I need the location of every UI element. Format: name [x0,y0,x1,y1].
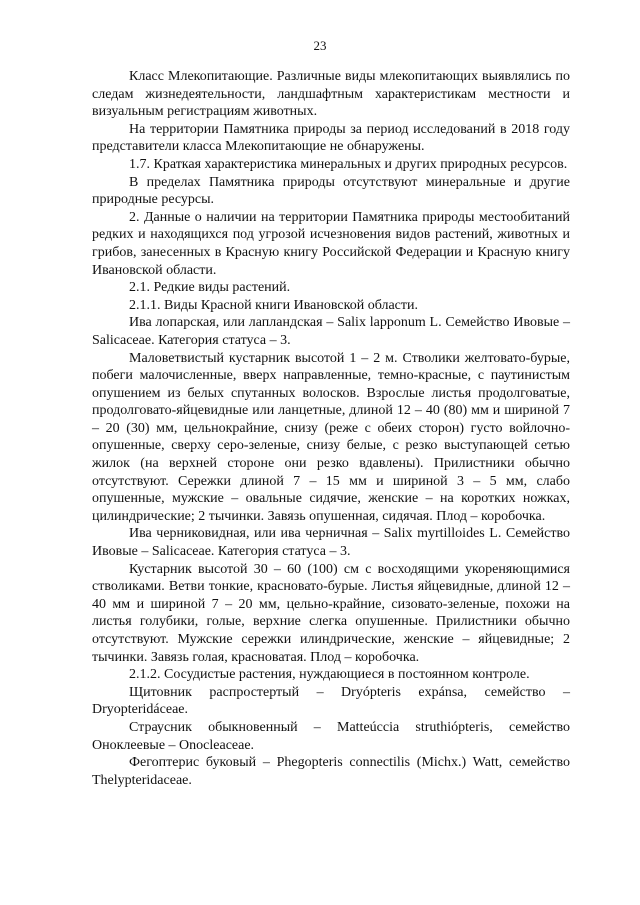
paragraph-mammals-not-found: На территории Памятника природы за период исследований в 2018 году представители класса Млекопитающие не обнаружены. [92,121,570,155]
species-dryopteris-expansa: Щитовник распростертый – Dryópteris expánsa, семейство – Dryopteridáceae. [92,684,570,718]
description-salix-lapponum: Маловетвистый кустарник высотой 1 – 2 м. Стволики желтовато-бурые, побеги малочисленные, вверх направленные, темно-красные, с паутинистым опушением из белых спутанных волосков. Взрослые листья продолговатые, продолговато-яйцевидные или ланцетные, длиной 12 – 40 (80) мм и шириной 7 – 20 (30) мм, цельнокрайние, снизу (реже с обеих сторон) густо войлочно-опушенные, сверху серо-зеленые, снизу белые, с резко выступающей сетью жилок (на верхней стороне они резко вдавлены). Прилистники обычно отсутствуют. Сережки длиной 7 – 15 мм и шириной 3 – 5 мм, слабо опушенные, мужские – овальные сидячие, женские – на коротких ножках, цилиндрические; 2 тычинки. Завязь опушенная, сидячая. Плод – коробочка. [92,350,570,524]
description-salix-myrtilloides: Кустарник высотой 30 – 60 (100) см с восходящими укореняющимися стволиками. Ветви тонкие, красновато-бурые. Листья яйцевидные, длиной 12 – 40 мм и шириной 7 – 20 мм, цельно-крайние, сизовато-зеленые, похожи на листья голубики, голые, верхние слегка опушенные. Прилистники обычно отсутствуют. Мужские сережки илиндрические, женские – яйцевидные; 2 тычинки. Завязь голая, красноватая. Плод – коробочка. [92,561,570,665]
section-heading-1-7: 1.7. Краткая характеристика минеральных и других природных ресурсов. [129,156,568,172]
section-heading-2-1-1: 2.1.1. Виды Красной книги Ивановской области. [129,297,418,313]
paragraph-resources: В пределах Памятника природы отсутствуют минеральные и другие природные ресурсы. [92,174,570,208]
species-matteuccia-struthiopteris: Страусник обыкновенный – Matteúccia struthiópteris, семейство Оноклеевые – Onocleaceae. [92,719,570,753]
paragraph-mammals-class: Класс Млекопитающие. Различные виды млекопитающих выявлялись по следам жизнедеятельности, ландшафтным характеристикам местности и визуальным регистрациям животных. [92,69,570,120]
section-heading-2-1: 2.1. Редкие виды растений. [129,280,291,296]
document-body [92,68,570,789]
section-heading-2: 2. Данные о наличии на территории Памятника природы местообитаний редких и находящихся под угрозой исчезновения видов растений, животных и грибов, занесенных в Красную книгу Российской Федерации и Красную книгу Ивановской области. [92,209,570,278]
page-number: 23 [313,38,327,53]
species-salix-lapponum: Ива лопарская, или лапландская – Salix lapponum L. Семейство Ивовые – Salicaceae. Категория статуса – 3. [92,315,570,348]
species-salix-myrtilloides: Ива черниковидная, или ива черничная – Salix myrtilloides L. Семейство Ивовые – Salicaceae. Категория статуса – 3. [92,526,570,560]
section-heading-2-1-2: 2.1.2. Сосудистые растения, нуждающиеся в постоянном контроле. [129,667,530,683]
species-phegopteris-connectilis: Фегоптерис буковый – Phegopteris connectilis (Michx.) Watt, семейство Thelypteridaceae. [92,755,570,788]
